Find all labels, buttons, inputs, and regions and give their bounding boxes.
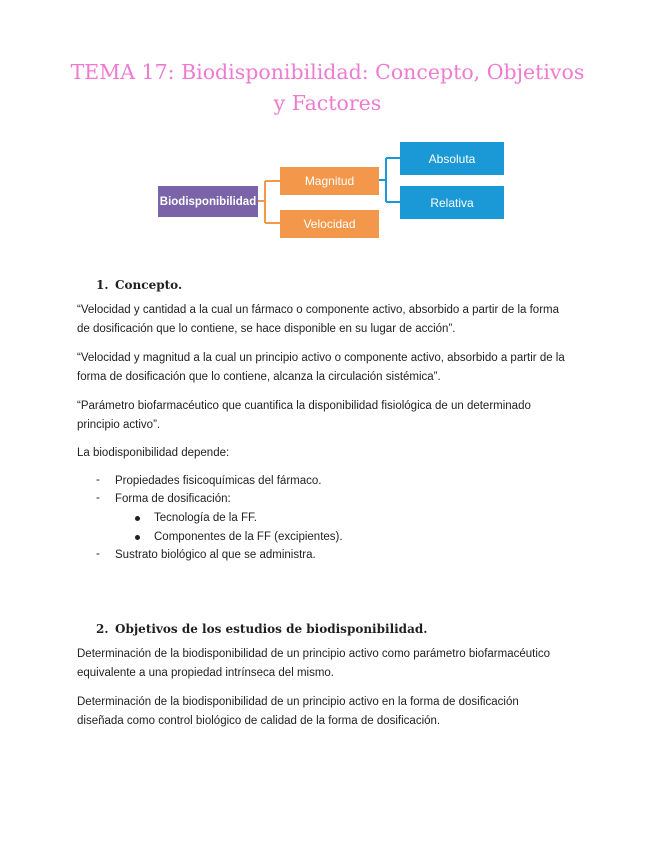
list-dash-3: - xyxy=(96,548,100,560)
concept-quote-3 xyxy=(77,397,587,434)
title-line-2: y Factores xyxy=(273,91,382,115)
list-item-properties: Propiedades fisicoquímicas del fármaco. xyxy=(115,475,322,487)
bullet-dot-2 xyxy=(135,535,140,540)
concept-quote-1 xyxy=(77,301,587,338)
list-dash-1: - xyxy=(96,474,100,486)
list-dash-2: - xyxy=(96,492,100,504)
objectives-paragraph-2-line-1: Determinación de la biodisponibilidad de un principio activo en la forma de dosificación xyxy=(77,696,519,708)
concept-quote-2-line-1: “Velocidad y magnitud a la cual un principio activo o componente activo, absorbido a partir de la xyxy=(77,352,565,364)
diagram-root-biodisponibilidad: Biodisponibilidad xyxy=(158,186,258,217)
section-1-number: 1. xyxy=(96,278,109,292)
diagram-node-magnitud: Magnitud xyxy=(280,167,379,195)
list-subitem-components: Componentes de la FF (excipientes). xyxy=(154,531,343,543)
diagram-node-relativa: Relativa xyxy=(400,186,504,219)
objectives-paragraph-2-line-2: diseñada como control biológico de calidad de la forma de dosificación. xyxy=(77,714,441,727)
objectives-paragraph-2 xyxy=(77,693,587,730)
title-line-1: TEMA 17: Biodisponibilidad: Concepto, Objetivos xyxy=(70,60,585,84)
concept-quote-2-line-2: forma de dosificación que lo contiene, alcanza la circulación sistémica”. xyxy=(77,370,441,383)
section-1-heading xyxy=(96,278,182,292)
objectives-paragraph-1-line-1: Determinación de la biodisponibilidad de un principio activo como parámetro biofarmacéutico xyxy=(77,648,551,660)
concept-quote-2 xyxy=(77,349,587,386)
concept-quote-3-line-1: “Parámetro biofarmacéutico que cuantifica la disponibilidad fisiológica de un determinado xyxy=(77,400,531,412)
diagram-node-absoluta: Absoluta xyxy=(400,142,504,175)
bullet-dot-1 xyxy=(135,516,140,521)
list-subitem-technology: Tecnología de la FF. xyxy=(154,512,257,524)
list-item-substrate: Sustrato biológico al que se administra. xyxy=(115,549,316,561)
section-1-title: Concepto. xyxy=(115,278,183,292)
section-2-heading xyxy=(96,622,427,636)
objectives-paragraph-1 xyxy=(77,645,587,682)
diagram-node-velocidad: Velocidad xyxy=(280,210,379,238)
depends-intro: La biodisponibilidad depende: xyxy=(77,447,230,459)
section-2-title: Objetivos de los estudios de biodisponibilidad. xyxy=(115,622,428,636)
section-2-number: 2. xyxy=(96,622,109,636)
list-item-dosage-form: Forma de dosificación: xyxy=(115,493,231,505)
concept-quote-1-line-2: de dosificación que lo contiene, se hace disponible en su lugar de acción”. xyxy=(77,322,456,335)
concept-quote-1-line-1: “Velocidad y cantidad a la cual un fármaco o componente activo, absorbido a partir de la forma xyxy=(77,304,560,316)
concept-quote-3-line-2: principio activo”. xyxy=(77,418,161,431)
objectives-paragraph-1-line-2: equivalente a una propiedad intrínseca del mismo. xyxy=(77,666,334,679)
